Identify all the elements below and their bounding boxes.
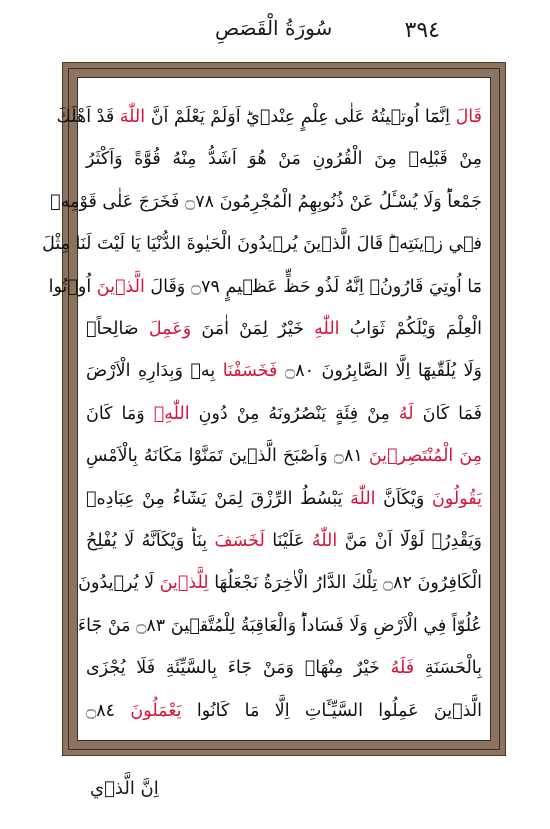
text-segment: بِه۪ وَبِدَارِهِ الْاَرْضَ xyxy=(86,361,223,382)
text-segment: اِنَّمَٓا اُوت۪يتُهُ عَلٰى عِلْمٍ عِنْد۪يؕ اَوَلَمْ يَعْلَمْ اَنَّ xyxy=(145,107,456,127)
text-line-4 xyxy=(42,225,482,263)
red-highlighted-text: لَخَسَفَ xyxy=(214,531,265,551)
text-line-10 xyxy=(86,480,482,518)
text-segment: ۝٨٤ xyxy=(86,700,131,721)
text-segment: فَمَا كَانَ xyxy=(413,403,482,424)
text-segment: خَيْرٌ مِنْهَاۚ وَمَنْ جَٓاءَ بِالسَّيِّئَةِ فَلَا يُجْزَى xyxy=(86,658,391,679)
red-highlighted-text: يَقُولُونَ xyxy=(432,488,482,509)
text-segment: ۝٨١ وَاَصْبَحَ الَّذ۪ينَ تَمَنَّوْا مَكَانَهُ بِالْاَمْسِ xyxy=(86,446,369,467)
text-segment: وَلَا يُلَقّٰيهَٓا اِلَّا الصَّابِرُونَ ۝٨٠ xyxy=(277,361,482,382)
text-segment: الَّذ۪ينَ عَمِلُوا السَّيِّـَٔاتِ اِلَّا مَا كَانُوا xyxy=(181,700,482,721)
text-segment: اُو۫تُوا xyxy=(48,276,97,297)
red-highlighted-text: اللّٰهِ xyxy=(153,403,190,424)
text-segment: قَدْ اَهْلَكَ xyxy=(56,107,120,127)
text-segment: ف۪ي ز۪ينَتِه۪ؕ قَالَ الَّذ۪ينَ يُر۪يدُونَ الْحَيٰوةَ الدُّنْيَا يَا لَيْتَ لَنَا مِثْلَ xyxy=(42,234,482,255)
text-line-13 xyxy=(77,607,482,645)
text-segment: الْكَافِرُونَ ۝٨٢ تِلْكَ الدَّارُ الْاٰخِرَةُ نَجْعَلُهَا xyxy=(208,573,482,594)
text-segment: وَيْكَاَنَّ xyxy=(375,488,432,509)
text-line-9 xyxy=(86,437,482,475)
text-line-8 xyxy=(86,395,482,433)
text-line-11 xyxy=(86,522,482,560)
text-line-1 xyxy=(56,98,482,136)
red-highlighted-text: اللّٰهَ xyxy=(350,488,376,509)
text-line-15 xyxy=(86,692,482,730)
red-highlighted-text: لِلَّذ۪ينَ xyxy=(159,573,209,594)
text-segment: عُلُوّاً فِي الْاَرْضِ وَلَا فَسَاداًؕ وَالْعَاقِبَةُ لِلْمُتَّق۪ينَ ۝٨٣ مَنْ جَٓاءَ xyxy=(77,615,482,636)
text-segment: الْعِلْمَ وَيْلَكُمْ ثَوَابُ xyxy=(339,319,482,339)
text-line-7 xyxy=(86,352,482,390)
text-segment: عَلَيْنَا xyxy=(264,531,312,551)
page-header xyxy=(0,0,550,62)
text-segment: مِنْ قَبْلِه۪ مِنَ الْقُرُونِ مَنْ هُوَ اَشَدُّ مِنْهُ قُوَّةً وَاَكْثَرُ xyxy=(86,149,482,170)
red-highlighted-text: اللّٰهُ xyxy=(311,531,338,551)
red-highlighted-text: مِنَ الْمُنْتَصِر۪ينَ xyxy=(368,446,482,467)
text-segment: جَمْعاًؕ وَلَا يُسْـَٔلُ عَنْ ذُنُوبِهِمُ الْمُجْرِمُونَ ۝٧٨ فَخَرَجَ عَلٰى قَوْمِه۪ xyxy=(50,191,482,212)
text-line-12 xyxy=(78,564,482,602)
red-highlighted-text: فَلَهُ xyxy=(390,658,415,679)
text-line-2 xyxy=(86,140,482,178)
red-highlighted-text: اللّٰهَ xyxy=(119,107,146,127)
page-number: ٣٩٤ xyxy=(404,18,440,43)
text-line-6 xyxy=(86,310,482,348)
text-segment: وَيَقْدِرُۚ لَوْلَٓا اَنْ مَنَّ xyxy=(337,531,482,551)
red-highlighted-text: فَخَسَفْنَا xyxy=(222,361,278,382)
text-segment: صَالِحاًۚ xyxy=(86,319,149,339)
red-highlighted-text: لَهُ xyxy=(398,403,414,424)
red-highlighted-text: اللّٰهِ xyxy=(314,319,340,339)
red-highlighted-text: يَعْمَلُونَ xyxy=(130,700,182,721)
text-segment: مَٓا اُوتِيَ قَارُونُۙ اِنَّهُ لَذُو حَظٍّ عَظ۪يمٍ ۝٧٩ وَقَالَ xyxy=(144,276,482,297)
quran-text-panel xyxy=(42,77,491,741)
text-line-14 xyxy=(86,649,482,687)
text-line-5 xyxy=(48,268,482,306)
text-segment: ۗ وَمَا كَانَ xyxy=(86,403,154,424)
text-line-3 xyxy=(50,183,482,221)
text-segment: مِنْ فِئَةٍ يَنْصُرُونَهُ مِنْ دُونِ xyxy=(189,403,399,424)
red-highlighted-text: قَالَ xyxy=(455,107,482,127)
text-segment: يَبْسُطُ الرِّزْقَ لِمَنْ يَشَٓاءُ مِنْ عِبَادِه۪ xyxy=(86,488,351,509)
text-segment: لَا يُر۪يدُونَ xyxy=(78,573,160,594)
ornamental-frame xyxy=(42,62,506,756)
text-segment: خَيْرٌ لِمَنْ اٰمَنَ xyxy=(191,319,315,339)
surah-title: سُورَةُ الْقَصَصِ xyxy=(215,16,333,40)
red-highlighted-text: وَعَمِلَ xyxy=(148,319,192,339)
text-segment: بِنَاؕ وَيْكَاَنَّهُ لَا يُفْلِحُ xyxy=(86,531,215,551)
text-segment: بِالْحَسَنَةِ xyxy=(414,658,482,679)
red-highlighted-text: الَّذ۪ينَ xyxy=(96,276,145,297)
catchword: اِنَّ الَّذ۪ي xyxy=(90,778,159,799)
